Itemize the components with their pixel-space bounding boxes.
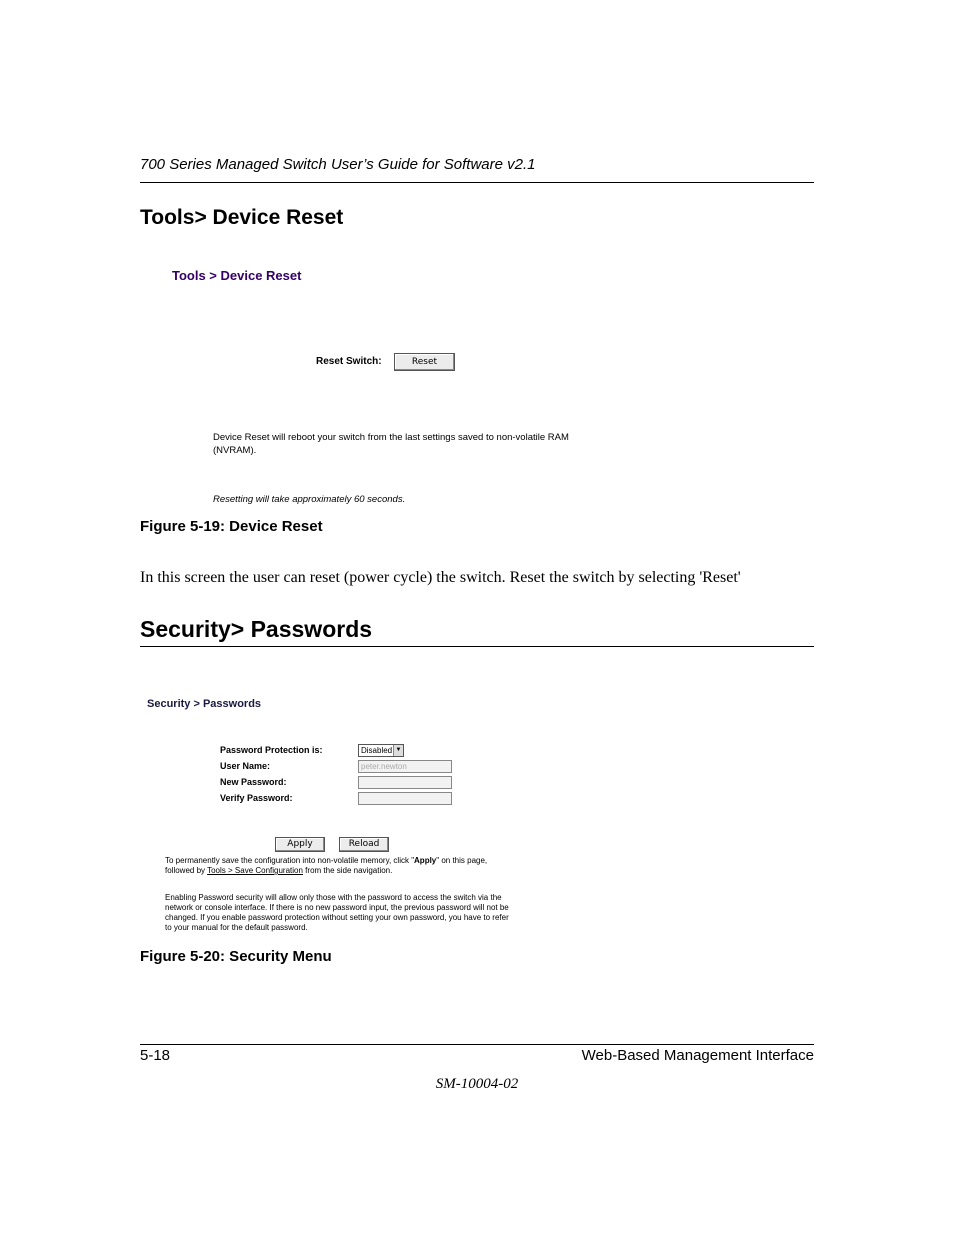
verify-password-input[interactable] (358, 792, 452, 805)
reload-button[interactable]: Reload (339, 837, 389, 852)
reset-button[interactable]: Reset (394, 353, 455, 371)
save-note-line2: followed by Tools > Save Configuration from the side navigation. (165, 866, 393, 875)
section-rule (140, 646, 814, 647)
security-info-line3: changed. If you enable password protection without setting your own password, you have to refer (165, 913, 509, 922)
password-protection-label: Password Protection is: (220, 745, 323, 755)
document-id: SM-10004-02 (435, 1076, 519, 1092)
save-note-line1: To permanently save the configuration into non-volatile memory, click "Apply" on this page, (165, 856, 488, 865)
apply-button[interactable]: Apply (275, 837, 325, 852)
password-protection-select[interactable] (358, 744, 404, 757)
header-rule (140, 182, 814, 183)
section-heading-device-reset: Tools> Device Reset (140, 206, 344, 229)
figure-caption-5-19: Figure 5-19: Device Reset (140, 518, 323, 535)
reset-switch-label: Reset Switch: (316, 356, 382, 367)
security-info-line2: network or console interface. If there is no new password input, the previous password will not be (165, 903, 509, 912)
device-reset-description-line1: Device Reset will reboot your switch from the last settings saved to non-volatile RAM (213, 432, 569, 443)
security-info-line4: to your manual for the default password. (165, 923, 308, 932)
chapter-title: Web-Based Management Interface (581, 1047, 814, 1064)
chevron-down-icon: ▼ (393, 745, 403, 756)
user-name-input[interactable]: peter.newton (358, 760, 452, 773)
page-number: 5-18 (140, 1047, 171, 1064)
device-reset-body-text: In this screen the user can reset (power cycle) the switch. Reset the switch by selecting 'Reset' (140, 569, 741, 586)
footer-rule (140, 1044, 814, 1045)
new-password-label: New Password: (220, 777, 287, 787)
user-name-label: User Name: (220, 761, 271, 771)
section-heading-security-passwords: Security> Passwords (140, 616, 373, 642)
reset-time-note: Resetting will take approximately 60 seconds. (213, 494, 406, 505)
security-screen-title: Security > Passwords (147, 698, 262, 710)
new-password-input[interactable] (358, 776, 452, 789)
password-protection-value: Disabled (361, 746, 393, 755)
running-header: 700 Series Managed Switch User’s Guide for Software v2.1 (140, 156, 536, 173)
security-info-line1: Enabling Password security will allow only those with the password to access the switch via the (165, 893, 502, 902)
save-note-apply-emphasis: Apply (414, 856, 437, 865)
verify-password-label: Verify Password: (220, 793, 293, 803)
device-reset-description-line2: (NVRAM). (213, 445, 257, 456)
device-reset-screen-title: Tools > Device Reset (172, 268, 302, 283)
save-configuration-link[interactable]: Tools > Save Configuration (207, 866, 303, 875)
figure-caption-5-20: Figure 5-20: Security Menu (140, 948, 332, 965)
